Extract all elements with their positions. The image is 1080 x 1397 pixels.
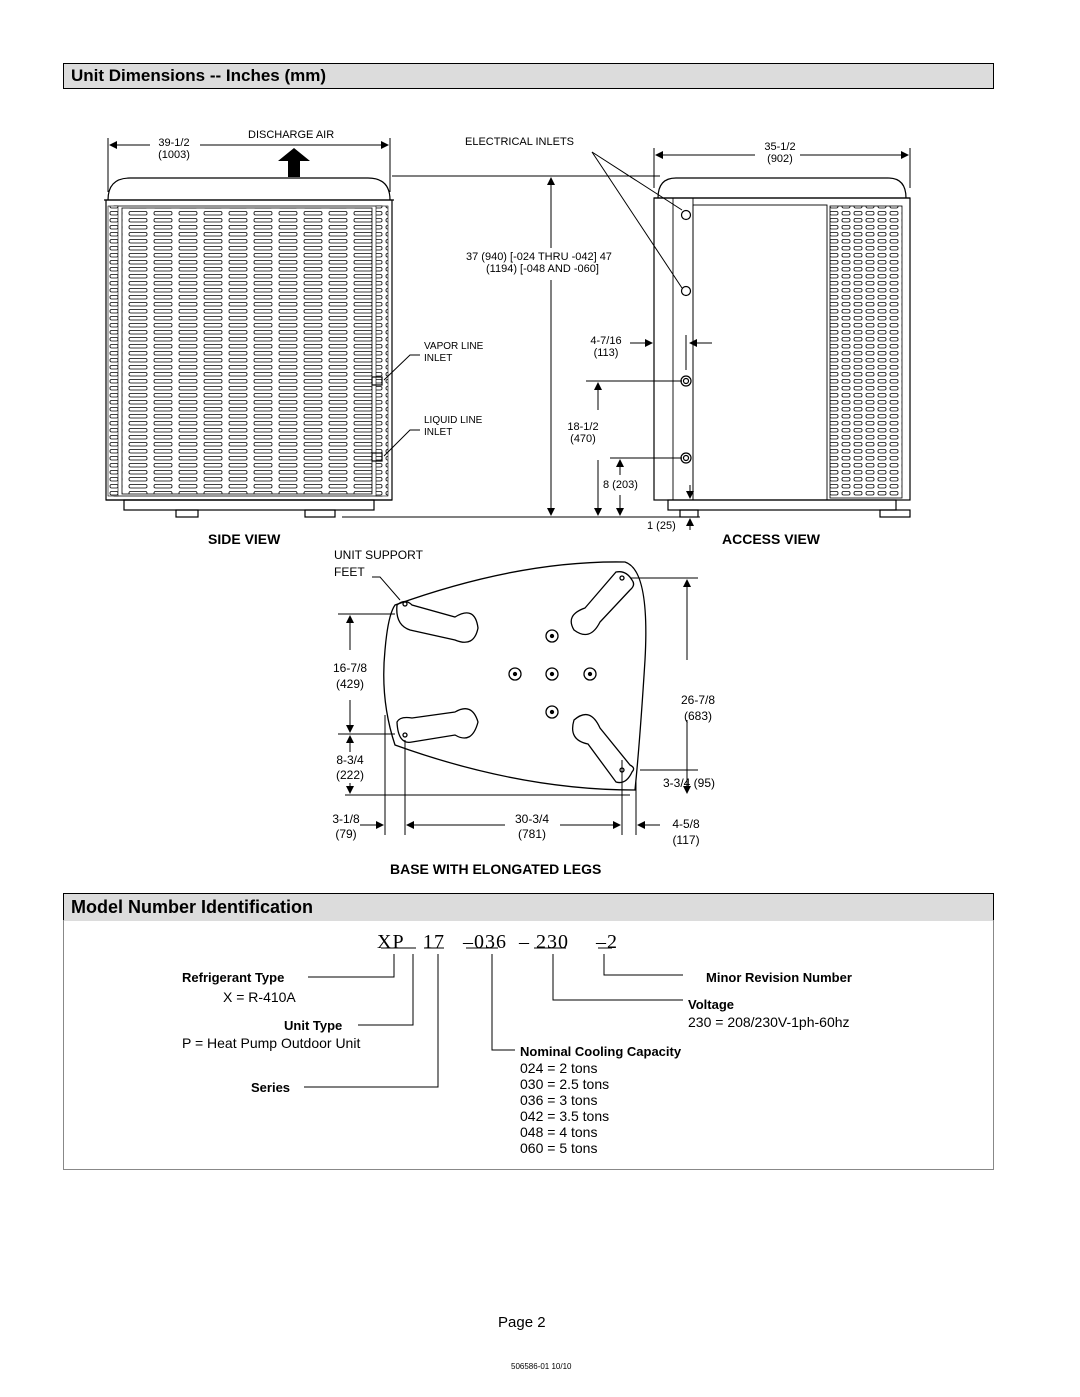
access-width-mm: (902) [767, 153, 793, 165]
dim-3-1-8-in: 3-1/8 [332, 812, 360, 826]
access-view-unit [654, 178, 910, 517]
dim-26-7-8-mm: (683) [683, 709, 712, 723]
refrigerant-type-label: Refrigerant Type [182, 970, 285, 985]
access-view-label: ACCESS VIEW [722, 531, 821, 547]
side-view-label: SIDE VIEW [208, 531, 281, 547]
code-17: 17 [423, 931, 445, 953]
dim-18-1-2-mm: (470) [570, 433, 596, 445]
side-width-in: 39-1/2 [158, 137, 190, 149]
model-number-header: Model Number Identification [63, 893, 994, 921]
feet-label: FEET [334, 565, 365, 579]
dim-16-7-8-in: 16-7/8 [332, 661, 368, 675]
dim-30-3-4-mm: (781) [517, 827, 546, 841]
height-label-2: (1194) [-048 AND -060] [486, 263, 599, 275]
dim-26-7-8-in: 26-7/8 [680, 693, 716, 707]
capacity-item: 042 = 3.5 tons [520, 1108, 610, 1124]
capacity-item: 060 = 5 tons [520, 1140, 598, 1156]
liquid-inlet-label: INLET [424, 427, 453, 438]
unit-type-label: Unit Type [284, 1018, 343, 1033]
electrical-inlets-label: ELECTRICAL INLETS [465, 136, 575, 148]
capacity-item: 024 = 2 tons [520, 1060, 598, 1076]
dim-8-203: 8 (203) [603, 479, 638, 491]
capacity-item: 048 = 4 tons [520, 1124, 598, 1140]
dim-3-3-4: 3-3/4 (95) [663, 776, 716, 790]
nominal-capacity-label: Nominal Cooling Capacity [520, 1044, 682, 1059]
dim-18-1-2-in: 18-1/2 [567, 421, 599, 433]
vapor-inlet-label: INLET [424, 353, 453, 364]
dim-4-5-8-in: 4-5/8 [672, 817, 700, 831]
document-code: 506586-01 10/10 [511, 1362, 572, 1371]
series-label: Series [251, 1080, 291, 1095]
height-label-1: 37 (940) [-024 THRU -042] 47 [466, 251, 612, 263]
dim-30-3-4-in: 30-3/4 [514, 812, 550, 826]
unit-dimensions-header: Unit Dimensions -- Inches (mm) [63, 63, 994, 89]
dim-16-7-8-mm: (429) [335, 677, 364, 691]
dim-4-7-16-mm: (113) [593, 347, 619, 359]
voltage-label: Voltage [688, 997, 734, 1012]
access-width-in: 35-1/2 [764, 141, 796, 153]
discharge-arrow-icon [278, 148, 310, 177]
discharge-air-label: DISCHARGE AIR [248, 129, 335, 141]
minor-revision-label: Minor Revision Number [706, 970, 852, 985]
code-036: –036 [463, 931, 507, 953]
dim-4-7-16-in: 4-7/16 [590, 335, 622, 347]
side-view-unit [104, 178, 394, 517]
voltage-value: 230 = 208/230V-1ph-60hz [688, 1014, 850, 1030]
dim-8-3-4-mm: (222) [335, 768, 364, 782]
vapor-line-label: VAPOR LINE [424, 341, 484, 352]
base-label: BASE WITH ELONGATED LEGS [390, 861, 602, 877]
unit-support-label: UNIT SUPPORT [334, 548, 423, 562]
dim-4-5-8-mm: (117) [672, 833, 700, 847]
page-number: Page 2 [498, 1314, 546, 1331]
capacity-item: 036 = 3 tons [520, 1092, 598, 1108]
code-230: – 230 [519, 931, 569, 953]
refrigerant-type-value: X = R-410A [223, 989, 296, 1005]
liquid-line-label: LIQUID LINE [424, 415, 483, 426]
code-xp: XP [377, 931, 405, 953]
dim-3-1-8-mm: (79) [335, 827, 357, 841]
dim-1-25: 1 (25) [647, 520, 676, 532]
dim-8-3-4-in: 8-3/4 [336, 753, 364, 767]
side-width-mm: (1003) [158, 149, 190, 161]
capacity-item: 030 = 2.5 tons [520, 1076, 610, 1092]
base-unit [384, 562, 646, 790]
unit-type-value: P = Heat Pump Outdoor Unit [182, 1035, 361, 1051]
code-2: –2 [596, 931, 618, 953]
